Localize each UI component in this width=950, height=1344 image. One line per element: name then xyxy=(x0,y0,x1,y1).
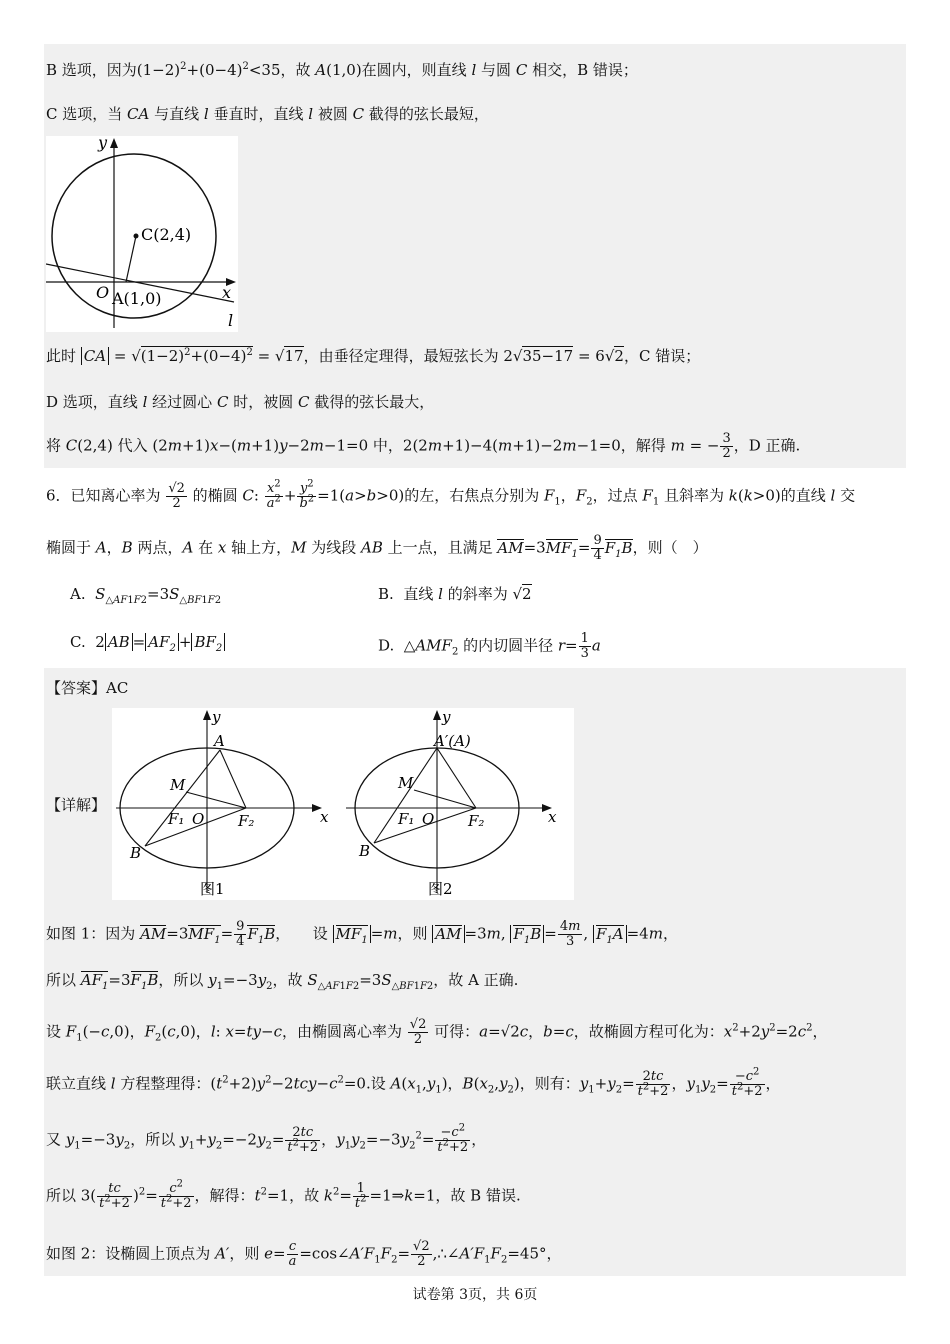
label-y: y xyxy=(98,136,108,152)
label-point: A(1,0) xyxy=(112,289,162,308)
solution-line-3: 设 $F_1(-c,0)$，$F_2(c,0)$，l: x=ty−c，由椭圆离心率为 $\frac{√2}{2}$ 可得：a=√2c，b=c，故椭圆方程可化为：$x^2+2y^2=2c^2$， xyxy=(46,1017,828,1047)
fig2-label-y: y xyxy=(442,708,451,726)
fig1-label-y: y xyxy=(212,708,221,726)
label-origin: O xyxy=(96,283,110,302)
fig2-label-a: A′(A) xyxy=(434,732,471,750)
solution-line-4: 联立直线 l 方程整理得：$(t^2+2)y^2-2tcy-c^2=0$.设 $A(x_1,y_1)$，$B(x_2,y_2)$，则有：$y_1+y_2=$ $\frac{2tc}{t^2+2}$ ，$y_1y_2=$ $\frac{-c^2}{t^2+2}$ ， xyxy=(46,1066,781,1099)
fig1-label-f1: F₁ xyxy=(168,810,185,828)
ellipse-figure-2 xyxy=(346,708,557,898)
fig1-y-arrow xyxy=(203,710,211,720)
fig2-af2 xyxy=(437,748,476,808)
fig1-label-o: O xyxy=(192,810,205,828)
page-footer: 试卷第 3页，共 6页 xyxy=(412,1287,538,1303)
option-d[interactable]: D. $\triangle AMF_2$ 的内切圆半径 r= $\frac{1}{3}$ a xyxy=(378,631,601,661)
option-a[interactable]: A. $S_{\triangle AF1F2}=3S_{\triangle BF1F2}$ xyxy=(70,585,222,606)
segment-ca xyxy=(126,236,136,282)
fig2-label-o: O xyxy=(422,810,435,828)
fig2-label-b: B xyxy=(359,842,371,860)
fig2-label-m: M xyxy=(398,774,414,792)
fig1-caption: 图1 xyxy=(200,880,225,898)
solution-line-7: 如图 2：设椭圆上顶点为 A′，则 e= $\frac{c}{a}$ $=\cos\angle A'F_1F_2=$ $\frac{√2}{2}$ $,\therefore\angle A'F_1F_2=45^\circ$， xyxy=(46,1239,562,1269)
d-detail-line: 将 C(2,4) 代入 (2m+1)x−(m+1)y−2m−1=0 中，2(2m+1)−4(m+1)−2m−1=0，解得 m = − $\frac{3}{2}$ ，D 正确. xyxy=(46,431,801,461)
solution-line-5: 又 $y_1=-3y_2$，所以 $y_1+y_2=-2y_2=$ $\frac{2tc}{t^2+2}$ ，$y_1y_2=-3y_2^2=$ $\frac{-c^2}{t^2+2}$ ， xyxy=(46,1122,487,1155)
option-c[interactable]: C. 2 AB = $AF_2 + BF_2$ xyxy=(70,632,225,652)
question6-stem-line2: 椭圆于 A，B 两点，A 在 x 轴上方，M 为线段 AB 上一点，且满足 $AM=3MF_1=$ $\frac{9}{4}$ $F_1B$，则（ ） xyxy=(46,533,708,563)
fig1-label-x: x xyxy=(320,808,329,826)
option-b[interactable]: B. 直线 l 的斜率为 √2 xyxy=(378,585,532,603)
fig1-label-a: A xyxy=(214,732,225,750)
b-option-line: B 选项，因为$(1-2)^2+(0-4)^2<35$，故 A(1,0)在圆内，则直线 l 与圆 C 相交，B 错误； xyxy=(46,61,638,79)
solution-line-2: 所以 $AF_1=3F_1B$，所以 $y_1=-3y_2$，故 $S_{\triangle AF1F2}=3S_{\triangle BF1F2}$，故 A 正确. xyxy=(46,971,519,992)
fig2-label-f1: F₁ xyxy=(398,810,415,828)
circle-figure xyxy=(46,136,238,332)
fig1-label-b: B xyxy=(130,844,142,862)
fig1-label-m: M xyxy=(170,776,186,794)
answer-label: 【答案】AC xyxy=(46,679,129,697)
label-line: l xyxy=(228,311,234,330)
fig2-caption: 图2 xyxy=(428,880,453,898)
detail-label: 【详解】 xyxy=(46,796,107,814)
fig2-label-f2: F₂ xyxy=(468,812,485,830)
c-option-line: C 选项，当 CA 与直线 l 垂直时，直线 l 被圆 C 截得的弦长最短， xyxy=(46,105,489,123)
solution-line-1: 如图 1：因为 $AM=3MF_1=$ $\frac{9}{4}$ $F_1B$， 设 $MF_1 =m$，则 AM =3m, $F_1B$ = $\frac{4m}{3}$ , $F_1A =4m$， xyxy=(46,919,678,949)
d-option-line: D 选项，直线 l 经过圆心 C 时，被圆 C 截得的弦长最大， xyxy=(46,393,435,411)
point-c xyxy=(134,234,139,239)
question6-stem-line1: 6．已知离心率为 $\frac{√2}{2}$ 的椭圆 C: $\frac{x^2}{a^2}$ + $\frac{y^2}{b^2}$ =1(a>b>0)的左，右焦点分别为 $F_1$，$F_2$，过点 $F_1$ 且斜率为 k(k>0)的直线 l 交 xyxy=(46,478,856,511)
ellipse-figure-1 xyxy=(116,708,329,898)
fig1-af2 xyxy=(220,750,246,808)
label-center: C(2,4) xyxy=(141,225,192,244)
y-axis-arrow xyxy=(110,138,118,148)
label-x: x xyxy=(222,283,232,302)
fig2-y-arrow xyxy=(433,710,441,720)
fig1-label-f2: F₂ xyxy=(238,812,255,830)
solution-line-6: 所以 3( $\frac{tc}{t^2+2}$ )$^2$= $\frac{c^2}{t^2+2}$ ，解得：$t^2=1$，故 $k^2=$ $\frac{1}{t^2}$ =1⇒k=1，故 B 错误. xyxy=(46,1178,521,1211)
ellipse-figures xyxy=(112,708,574,900)
fig1-mf2 xyxy=(186,792,246,808)
fig2-label-x: x xyxy=(548,808,557,826)
c-detail-line: 此时 CA = $√(1-2)^2+(0-4)^2 = √17$，由垂径定理得，最短弦长为 2√35−17 = 6√2，C 错误； xyxy=(46,347,701,365)
